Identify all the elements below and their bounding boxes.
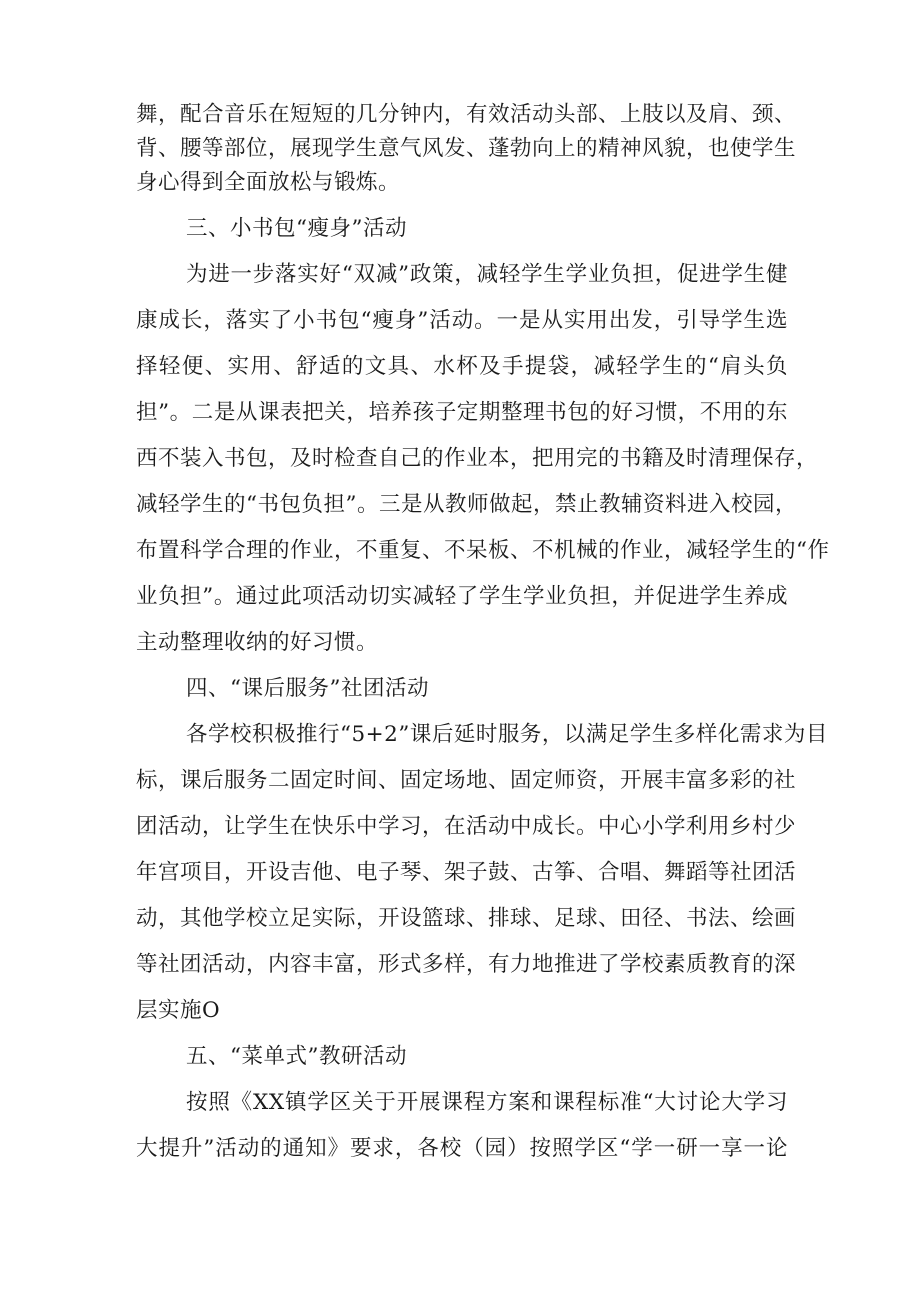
paragraph-line: 担”。二是从课表把关，培养孩子定期整理书包的好习惯，不用的东 — [136, 400, 788, 425]
paragraph-line: 背、腰等部位，展现学生意气风发、蓬勃向上的精神风貌，也使学生 — [136, 136, 797, 161]
paragraph-line: 按照《XX镇学区关于开展课程方案和课程标准“大讨论大学习 — [186, 1090, 788, 1115]
section-heading-4: 四、“课后服务”社团活动 — [186, 676, 429, 701]
section-heading-3: 三、小书包“瘦身”活动 — [186, 216, 407, 241]
paragraph-line: 等社团活动，内容丰富，形式多样，有力地推进了学校素质教育的深 — [136, 952, 797, 977]
paragraph-line: 团活动，让学生在快乐中学习，在活动中成长。中心小学利用乡村少 — [136, 814, 797, 839]
paragraph-line: 减轻学生的“书包负担”。三是从教师做起，禁止教辅资料进入校园， — [136, 492, 797, 517]
paragraph-line: 动，其他学校立足实际，开设篮球、排球、足球、田径、书法、绘画 — [136, 906, 797, 931]
paragraph-line: 择轻便、实用、舒适的文具、水杯及手提袋，减轻学生的“肩头负 — [136, 354, 788, 379]
section-heading-5: 五、“菜单式”教研活动 — [186, 1044, 407, 1069]
paragraph-line: 身心得到全面放松与锻炼。 — [136, 170, 401, 195]
paragraph-line: 各学校积极推行“5+2”课后延时服务，以满足学生多样化需求为目 — [186, 722, 828, 747]
paragraph-line: 为进一步落实好“双减”政策，减轻学生学业负担，促进学生健 — [186, 262, 788, 287]
paragraph-line: 年宫项目，开设吉他、电子琴、架子鼓、古筝、合唱、舞蹈等社团活 — [136, 860, 797, 885]
paragraph-line: 大提升”活动的通知》要求，各校（园）按照学区“学一研一享一论 — [136, 1136, 788, 1161]
paragraph-line: 西不装入书包，及时检查自己的作业本，把用完的书籍及时清理保存， — [136, 446, 819, 471]
paragraph-line: 康成长，落实了小书包“瘦身”活动。一是从实用出发，引导学生选 — [136, 308, 788, 333]
paragraph-line: 舞，配合音乐在短短的几分钟内，有效活动头部、上肢以及肩、颈、 — [136, 102, 797, 127]
paragraph-line: 布置科学合理的作业，不重复、不呆板、不机械的作业，减轻学生的“作 — [136, 538, 830, 563]
paragraph-line: 层实施O — [136, 998, 221, 1023]
paragraph-line: 业负担”。通过此项活动切实减轻了学生学业负担，并促进学生养成 — [136, 584, 788, 609]
paragraph-line: 标，课后服务二固定时间、固定场地、固定师资，开展丰富多彩的社 — [136, 768, 797, 793]
paragraph-line: 主动整理收纳的好习惯。 — [136, 630, 379, 655]
